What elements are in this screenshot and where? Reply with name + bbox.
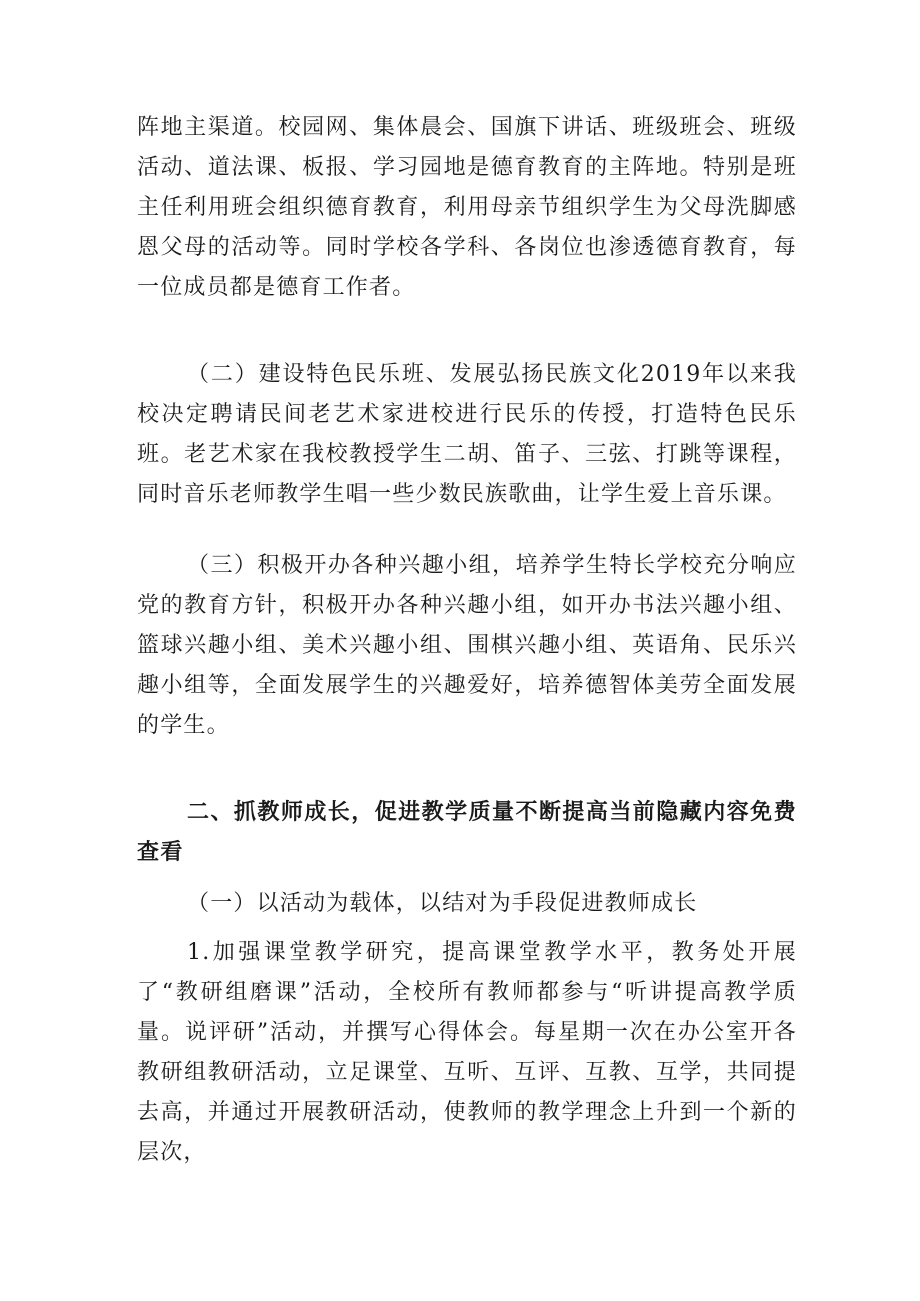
paragraph-folk-music-class: （二）建设特色民乐班、发展弘扬民族文化2019年以来我校决定聘请民间老艺术家进校进行民乐的传授，打造特色民乐班。老艺术家在我校教授学生二胡、笛子、三弦、打跳等课程，同时音乐老师教学生唱一些少数民族歌曲，让学生爱上音乐课。: [137, 362, 797, 507]
paragraph-classroom-research: 1.加强课堂教学研究，提高课堂教学水平，教务处开展了“教研组磨课”活动，全校所有教师都参与“听讲提高教学质量。说评研”活动，并撰写心得体会。每星期一次在办公室开各教研组教研活动，立足课堂、互听、互评、互教、互学，共同提去高，并通过开展教研活动，使教师的教学理念上升到一个新的层次，: [137, 940, 797, 1165]
section-heading-teacher-growth: 二、抓教师成长，促进教学质量不断提高当前隐藏内容免费查看: [137, 799, 797, 865]
paragraph-moral-education-channels: 阵地主渠道。校园网、集体晨会、国旗下讲话、班级班会、班级活动、道法课、板报、学习园地是德育教育的主阵地。特别是班主任利用班会组织德育教育，利用母亲节组织学生为父母洗脚感恩父母的活动等。同时学校各学科、各岗位也渗透德育教育，每一位成员都是德育工作者。: [137, 115, 797, 300]
paragraph-interest-groups: （三）积极开办各种兴趣小组，培养学生特长学校充分响应党的教育方针，积极开办各种兴趣小组，如开办书法兴趣小组、篮球兴趣小组、美术兴趣小组、围棋兴趣小组、英语角、民乐兴趣小组等，全面发展学生的兴趣爱好，培养德智体美劳全面发展的学生。: [137, 553, 797, 738]
subheading-activity-carrier: （一）以活动为载体，以结对为手段促进教师成长: [187, 891, 698, 916]
